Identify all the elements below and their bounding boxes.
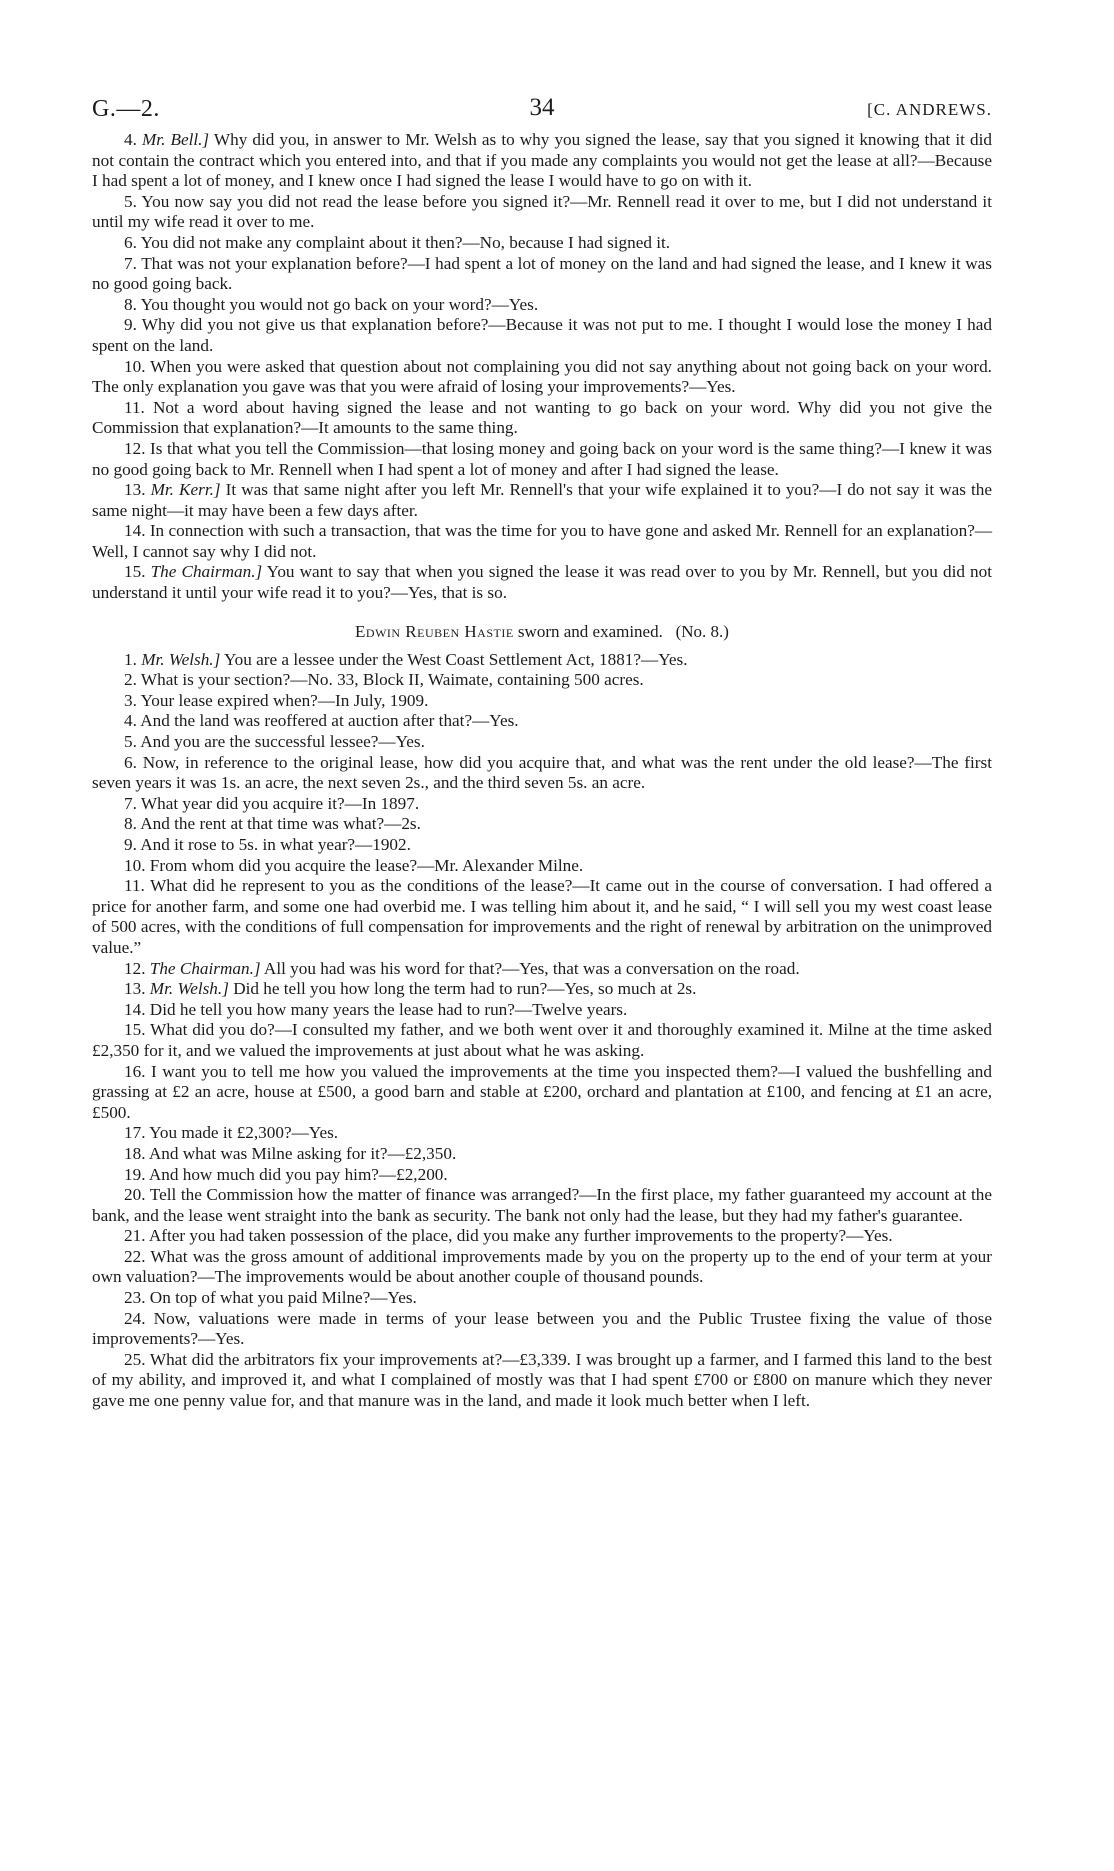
question-text: Why did you, in answer to Mr. Welsh as to why you signed the lease, say that you signed it knowing that it did not contain the contract which you entered into, and that if you made any complaints you would not get the lease at all?—Because I had spent a lot of money, and I knew once I had signed the lease I would have to go on with it.	[92, 130, 993, 191]
question-number: 12.	[124, 958, 146, 978]
question-number: 8.	[124, 294, 137, 314]
question-text: Is that what you tell the Commission—that losing money and going back on your word is the same thing?—I knew it was no good going back to Mr. Rennell when I had spent a lot of money and after I had signed the lease.	[92, 438, 992, 479]
question-number: 13.	[124, 480, 146, 500]
question-paragraph	[92, 1062, 992, 1124]
question-paragraph	[92, 1144, 992, 1165]
report-code: G.—2.	[92, 96, 160, 122]
page-number: 34	[529, 94, 555, 121]
question-paragraph	[92, 794, 992, 815]
question-text: Now, in reference to the original lease, how did you acquire that, and what was the rent under the old lease?—The first seven years it was 1s. an acre, the next seven 2s., and the third seven 5s. an acre.	[92, 752, 992, 793]
question-text: When you were asked that question about not complaining you did not say anything about not going back on your word. The only explanation you gave was that you were afraid of losing your improvements?—Yes.	[92, 356, 992, 397]
question-number: 10.	[124, 855, 146, 875]
speaker-name: Mr. Welsh.]	[149, 979, 229, 999]
question-number: 6.	[124, 232, 137, 252]
question-number: 15.	[124, 1020, 146, 1040]
question-paragraph	[92, 1165, 992, 1186]
question-number: 14.	[124, 999, 146, 1019]
page-header	[92, 90, 992, 130]
question-paragraph	[92, 295, 992, 316]
question-number: 1.	[124, 649, 137, 669]
question-number: 18.	[124, 1143, 146, 1163]
question-paragraph	[92, 1288, 992, 1309]
question-number: 7.	[124, 253, 137, 273]
question-paragraph	[92, 1247, 992, 1288]
question-text: That was not your explanation before?—I had spent a lot of money on the land and had signed the lease, and I knew it was no good going back.	[92, 253, 992, 294]
speaker-name: Mr. Bell.]	[141, 130, 210, 149]
question-paragraph	[92, 959, 992, 980]
question-text: Now, valuations were made in terms of your lease between you and the Public Trustee fixing the value of those improvements?—Yes.	[92, 1308, 993, 1349]
testimony-part-1	[92, 130, 992, 604]
testimony-part-2	[92, 650, 992, 1412]
question-number: 10.	[124, 356, 146, 376]
question-number: 9.	[124, 315, 137, 335]
question-number: 11.	[124, 397, 145, 417]
question-paragraph	[92, 979, 992, 1000]
question-number: 23.	[124, 1288, 146, 1308]
question-paragraph	[92, 521, 992, 562]
question-number: 20.	[124, 1185, 146, 1205]
question-text: You now say you did not read the lease before you signed it?—Mr. Rennell read it over to me, but I did not understand it until my wife read it over to me.	[92, 191, 992, 232]
question-number: 16.	[124, 1061, 146, 1081]
question-paragraph	[92, 398, 992, 439]
question-paragraph	[92, 254, 992, 295]
speaker-name: The Chairman.]	[149, 958, 261, 978]
question-number: 13.	[124, 979, 146, 999]
question-number: 12.	[124, 438, 146, 458]
question-text: All you had was his word for that?—Yes, that was a conversation on the road.	[260, 958, 800, 978]
question-paragraph	[92, 650, 992, 671]
question-paragraph	[92, 876, 992, 958]
question-text: And the rent at that time was what?—2s.	[140, 814, 421, 834]
question-number: 5.	[124, 732, 137, 752]
question-text: You did not make any complaint about it then?—No, because I had signed it.	[140, 232, 671, 252]
question-paragraph	[92, 753, 992, 794]
question-number: 8.	[124, 814, 137, 834]
question-text: It was that same night after you left Mr. Rennell's that your wife explained it to you?—I do not say it was the same night—it may have been a few days after.	[92, 480, 992, 520]
question-paragraph	[92, 562, 992, 603]
question-number: 21.	[124, 1226, 146, 1246]
question-paragraph	[92, 1350, 992, 1412]
question-text: On top of what you paid Milne?—Yes.	[149, 1288, 417, 1308]
question-paragraph	[92, 192, 992, 233]
witness-heading	[92, 622, 992, 642]
question-paragraph	[92, 480, 992, 521]
witness-name-header: [C. ANDREWS.	[867, 100, 992, 119]
question-text: What did the arbitrators fix your improvements at?—£3,339. I was brought up a farmer, and I farmed this land to the best of my ability, and improved it, and what I complained of mostly was that I had spent £700 or £800 on manure which they never gave me one penny value for, and that manure was in the land, and made it look much better when I left.	[92, 1349, 992, 1411]
question-number: 22.	[124, 1246, 146, 1266]
question-text: Your lease expired when?—In July, 1909.	[140, 690, 429, 710]
witness-heading-text: sworn and examined.	[513, 621, 663, 641]
question-number: 14.	[124, 521, 146, 541]
question-text: What did he represent to you as the conditions of the lease?—It came out in the course of conversation. I had offered a price for another farm, and some one had overbid me. I was telling him about it, and he said, “ I will sell you my west coast lease of 500 acres, with the conditions of full compensation for improvements and the right of renewal by arbitration on the unimproved value.”	[92, 876, 992, 957]
question-paragraph	[92, 1000, 992, 1021]
question-text: Did he tell you how long the term had to run?—Yes, so much at 2s.	[228, 979, 697, 999]
witness-name: Edwin Reuben Hastie	[355, 621, 514, 641]
question-paragraph	[92, 835, 992, 856]
question-text: You want to say that when you signed the lease it was read over to you by Mr. Rennell, but you did not understand it until your wife read it to you?—Yes, that is so.	[92, 562, 993, 603]
question-text: What was the gross amount of additional improvements made by you on the property up to the end of your term at your own valuation?—The improvements would be about another couple of thousand pounds.	[92, 1246, 992, 1287]
question-number: 3.	[124, 690, 137, 710]
question-paragraph	[92, 1123, 992, 1144]
question-number: 2.	[124, 670, 137, 690]
question-text: And how much did you pay him?—£2,200.	[148, 1164, 448, 1184]
question-paragraph	[92, 233, 992, 254]
question-number: 4.	[124, 130, 137, 149]
question-text: Not a word about having signed the lease and not wanting to go back on your word. Why did you not give the Commission that explanation?—It amounts to the same thing.	[92, 397, 993, 438]
question-paragraph	[92, 732, 992, 753]
question-text: What did you do?—I consulted my father, and we both went over it and thoroughly examined it. Milne at the time asked £2,350 for it, and we valued the improvements at just about what he was asking.	[92, 1020, 992, 1060]
question-text: You thought you would not go back on your word?—Yes.	[140, 294, 539, 314]
speaker-name: Mr. Welsh.]	[141, 649, 221, 669]
question-text: You are a lessee under the West Coast Settlement Act, 1881?—Yes.	[220, 649, 688, 669]
question-paragraph	[92, 1309, 992, 1350]
question-text: Did he tell you how many years the lease had to run?—Twelve years.	[149, 999, 628, 1019]
speaker-name: Mr. Kerr.]	[150, 480, 221, 500]
question-number: 19.	[124, 1164, 146, 1184]
question-text: Tell the Commission how the matter of finance was arranged?—In the first place, my father guaranteed my account at the bank, and the lease went straight into the bank as security. The bank not only had the lease, but they had my father's guarantee.	[92, 1185, 992, 1225]
question-text: From whom did you acquire the lease?—Mr. Alexander Milne.	[149, 855, 584, 875]
question-paragraph	[92, 711, 992, 732]
question-text: After you had taken possession of the place, did you make any further improvements to the property?—Yes.	[148, 1226, 893, 1246]
question-number: 17.	[124, 1123, 146, 1143]
question-paragraph	[92, 1020, 992, 1061]
question-text: Why did you not give us that explanation before?—Because it was not put to me. I thought I would lose the money I had spent on the land.	[92, 315, 992, 355]
question-text: And what was Milne asking for it?—£2,350.	[148, 1143, 457, 1163]
question-number: 24.	[124, 1308, 146, 1328]
question-text: What is your section?—No. 33, Block II, Waimate, containing 500 acres.	[140, 670, 644, 690]
question-paragraph	[92, 439, 992, 480]
question-paragraph	[92, 357, 992, 398]
question-paragraph	[92, 691, 992, 712]
question-number: 15.	[124, 562, 146, 582]
question-paragraph	[92, 814, 992, 835]
question-number: 7.	[124, 793, 137, 813]
question-text: You made it £2,300?—Yes.	[149, 1123, 339, 1143]
question-text: In connection with such a transaction, that was the time for you to have gone and asked Mr. Rennell for an explanation?—Well, I cannot say why I did not.	[92, 521, 993, 561]
question-number: 6.	[124, 752, 137, 772]
question-paragraph	[92, 315, 992, 356]
question-text: What year did you acquire it?—In 1897.	[140, 793, 420, 813]
question-paragraph	[92, 670, 992, 691]
question-text: And it rose to 5s. in what year?—1902.	[140, 835, 411, 854]
question-paragraph	[92, 1185, 992, 1226]
question-text: And the land was reoffered at auction after that?—Yes.	[140, 711, 519, 731]
question-number: 11.	[124, 876, 145, 896]
question-number: 9.	[124, 835, 137, 854]
witness-number: (No. 8.)	[675, 621, 729, 641]
question-number: 4.	[124, 711, 137, 731]
question-paragraph	[92, 1226, 992, 1247]
question-paragraph	[92, 130, 992, 192]
question-text: And you are the successful lessee?—Yes.	[140, 732, 425, 752]
question-paragraph	[92, 856, 992, 877]
question-number: 25.	[124, 1349, 146, 1369]
speaker-name: The Chairman.]	[150, 562, 263, 582]
question-text: I want you to tell me how you valued the improvements at the time you inspected them?—I valued the bushfelling and grassing at £2 an acre, house at £500, a good barn and stable at £200, orchard and plantation at £100, and fencing at £1 an acre, £500.	[92, 1061, 992, 1122]
question-number: 5.	[124, 191, 137, 211]
